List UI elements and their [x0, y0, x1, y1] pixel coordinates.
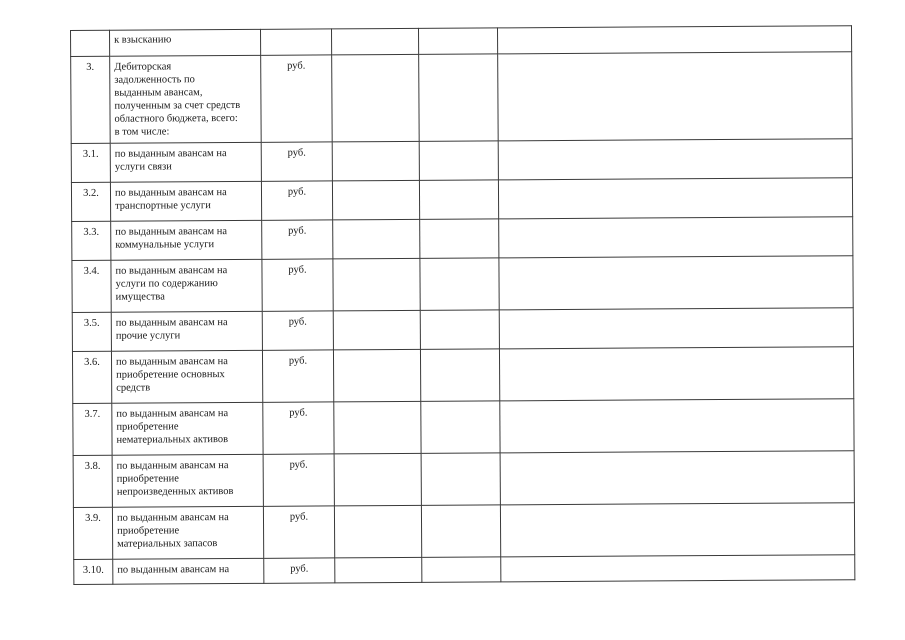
row-description: по выданным авансам на [113, 558, 264, 584]
row-description: по выданным авансам на коммунальные услуги [111, 220, 262, 260]
value-cell [501, 555, 855, 582]
value-cell [333, 349, 420, 402]
row-number: 3.4. [72, 260, 111, 312]
row-unit [260, 29, 331, 55]
table-row [72, 217, 853, 261]
value-cell [499, 347, 853, 401]
value-cell [335, 557, 422, 583]
value-cell [500, 399, 854, 453]
value-cell [333, 310, 420, 350]
row-unit: руб. [264, 558, 335, 583]
row-description: по выданным авансам на транспортные услуги [110, 181, 261, 221]
row-number: 3.10. [74, 559, 113, 584]
row-number [71, 30, 110, 56]
value-cell [422, 557, 501, 582]
value-cell [499, 217, 853, 258]
value-cell [419, 54, 499, 141]
value-cell [498, 52, 853, 141]
value-cell [421, 401, 500, 453]
row-description: Дебиторская задолженность по выданным авансам, полученным за счет средств областного бюджета, всего: в том числе: [110, 55, 262, 143]
value-cell [499, 256, 853, 310]
value-cell [332, 54, 420, 142]
table-row [73, 503, 854, 560]
value-cell [333, 219, 420, 259]
table-row [71, 178, 852, 222]
row-unit: руб. [261, 142, 332, 181]
value-cell [333, 258, 420, 311]
row-number: 3.1. [71, 143, 110, 182]
row-description: по выданным авансам на услуги связи [110, 142, 261, 182]
row-unit: руб. [262, 350, 333, 402]
row-number: 3.5. [72, 312, 111, 351]
value-cell [334, 401, 421, 454]
receivables-table [70, 25, 855, 585]
row-description: к взысканию [110, 29, 261, 56]
row-unit: руб. [261, 55, 333, 142]
value-cell [334, 453, 421, 506]
row-number: 3.9. [73, 507, 112, 559]
value-cell [420, 310, 499, 349]
row-unit: руб. [262, 311, 333, 350]
table-row [72, 347, 853, 404]
row-description: по выданным авансам на приобретение материальных запасов [112, 506, 263, 559]
value-cell [334, 505, 421, 558]
row-description: по выданным авансам на услуги по содержанию имущества [111, 259, 262, 312]
table-row [72, 308, 853, 352]
row-number: 3.8. [73, 455, 112, 507]
row-description: по выданным авансам на приобретение основных средств [111, 350, 262, 403]
value-cell [421, 453, 500, 505]
row-unit: руб. [262, 259, 333, 311]
value-cell [419, 141, 498, 180]
value-cell [500, 451, 854, 505]
value-cell [332, 141, 419, 181]
value-cell [420, 349, 499, 401]
table-row [73, 399, 854, 456]
row-number: 3.7. [73, 403, 112, 455]
value-cell [420, 258, 499, 310]
row-description: по выданным авансам на приобретение нематериальных активов [112, 402, 263, 455]
value-cell [420, 219, 499, 258]
row-unit: руб. [262, 220, 333, 259]
row-number: 3. [71, 56, 111, 143]
value-cell [418, 28, 497, 54]
row-unit: руб. [263, 454, 334, 506]
value-cell [332, 180, 419, 220]
row-unit: руб. [263, 402, 334, 454]
table-row [71, 139, 852, 183]
row-unit: руб. [263, 506, 334, 558]
value-cell [498, 178, 852, 219]
table-row [74, 555, 855, 585]
value-cell [421, 505, 500, 557]
row-number: 3.2. [71, 182, 110, 221]
value-cell [331, 28, 418, 55]
row-number: 3.3. [72, 221, 111, 260]
table-row [73, 451, 854, 508]
value-cell [419, 180, 498, 219]
value-cell [497, 26, 851, 54]
value-cell [500, 503, 854, 557]
value-cell [498, 139, 852, 180]
value-cell [499, 308, 853, 349]
row-description: по выданным авансам на прочие услуги [111, 311, 262, 351]
row-description: по выданным авансам на приобретение непроизведенных активов [112, 454, 263, 507]
row-unit: руб. [261, 181, 332, 220]
receivables-table-body [71, 26, 855, 585]
table-row [71, 52, 853, 144]
row-number: 3.6. [72, 351, 111, 403]
table-row [72, 256, 853, 313]
